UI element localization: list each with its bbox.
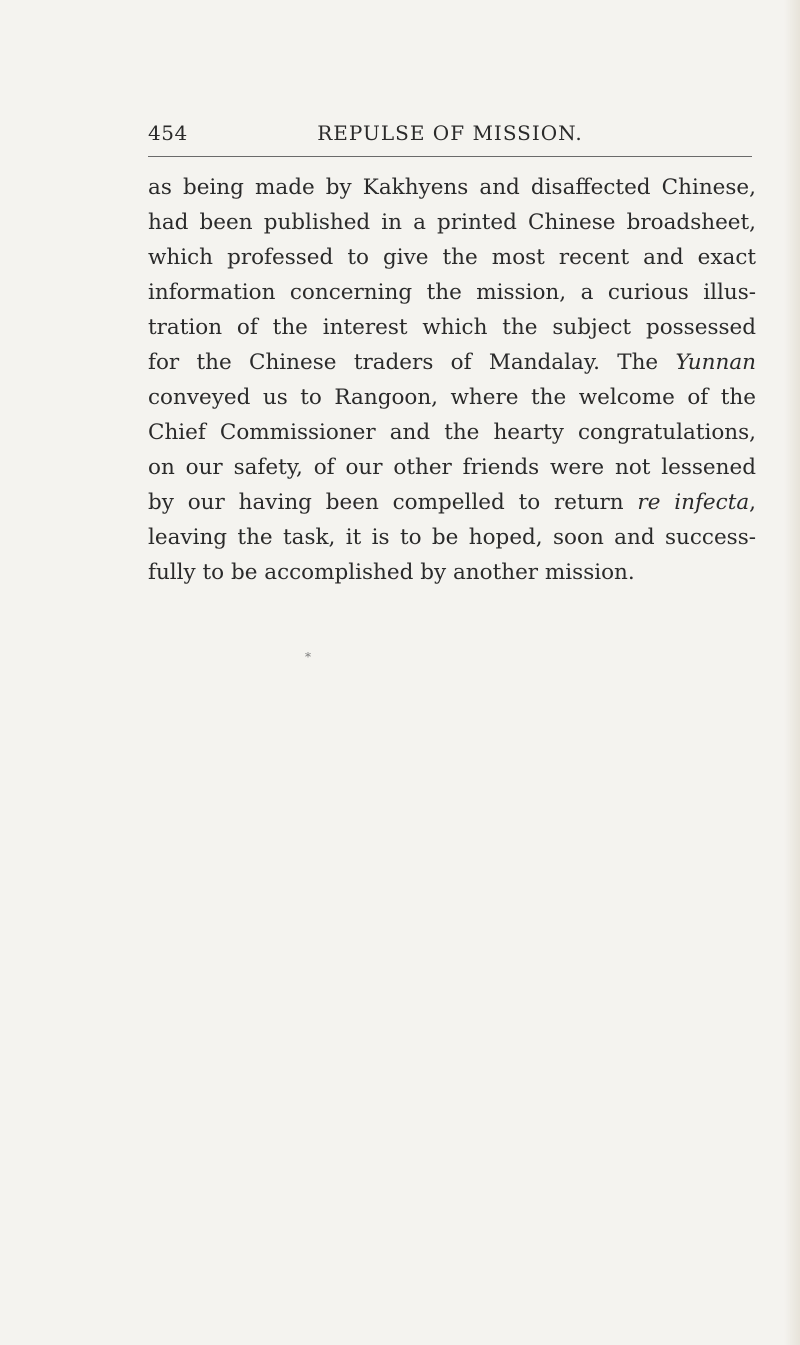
text-line: had been published in a printed Chinese broadsheet, bbox=[148, 210, 756, 235]
text-line: as being made by Kakhyens and disaffected Chinese, bbox=[148, 175, 756, 200]
running-head bbox=[148, 121, 752, 153]
page-edge-shadow bbox=[784, 0, 800, 1345]
text-line-with-italic bbox=[148, 485, 756, 520]
header-rule bbox=[148, 156, 752, 157]
text-segment: , bbox=[749, 490, 756, 515]
marginal-mark: * bbox=[305, 650, 311, 664]
italic-latin-phrase: re infecta bbox=[637, 490, 750, 515]
text-line: which professed to give the most recent and exact bbox=[148, 245, 756, 270]
text-segment: by our having been compelled to return bbox=[148, 490, 638, 515]
text-line: tration of the interest which the subject possessed bbox=[148, 315, 756, 340]
text-segment: for the Chinese traders of Mandalay. The bbox=[148, 350, 676, 375]
text-line: on our safety, of our other friends were not lessened bbox=[148, 455, 756, 480]
text-line-with-italic bbox=[148, 345, 756, 380]
body-paragraph bbox=[148, 170, 756, 590]
italic-ship-name: Yunnan bbox=[675, 350, 756, 375]
text-line: information concerning the mission, a curious illus- bbox=[148, 280, 756, 305]
text-line: leaving the task, it is to be hoped, soon and success- bbox=[148, 525, 756, 550]
text-line-last: fully to be accomplished by another mission. bbox=[148, 560, 635, 585]
text-line: Chief Commissioner and the hearty congratulations, bbox=[148, 420, 756, 445]
header-title: REPULSE OF MISSION. bbox=[317, 121, 583, 145]
page-number: 454 bbox=[148, 121, 188, 145]
text-line: conveyed us to Rangoon, where the welcome of the bbox=[148, 385, 756, 410]
